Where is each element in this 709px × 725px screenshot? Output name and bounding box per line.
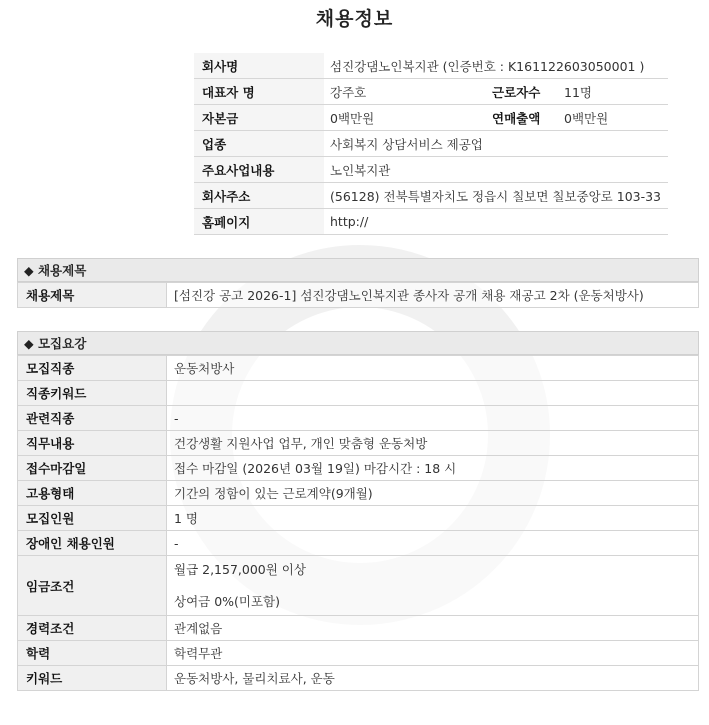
page-title: 채용정보 — [315, 8, 394, 30]
row-value: 관계없음 — [167, 616, 699, 641]
company-name-label: 회사명 — [194, 53, 324, 79]
job-title-section-header: ◆ 채용제목 — [17, 258, 699, 282]
row-label: 고용형태 — [18, 481, 167, 506]
address-value: (56128) 전북특별자치도 정읍시 칠보면 칠보중앙로 103-33 — [324, 183, 668, 209]
table-row — [18, 666, 699, 691]
row-value — [167, 381, 699, 406]
table-row — [18, 531, 699, 556]
industry-value: 사회복지 상담서비스 제공업 — [324, 131, 668, 157]
row-label: 장애인 채용인원 — [18, 531, 167, 556]
sales-value: 0백만원 — [558, 105, 668, 131]
table-row — [18, 431, 699, 456]
row-label: 경력조건 — [18, 616, 167, 641]
wage-line-bonus: 상여금 0%(미포함) — [174, 593, 281, 609]
table-row — [18, 406, 699, 431]
row-label: 모집인원 — [18, 506, 167, 531]
ceo-label: 대표자 명 — [194, 79, 324, 105]
recruit-section — [17, 331, 699, 691]
table-row — [18, 381, 699, 406]
row-value: 기간의 정함이 있는 근로계약(9개월) — [167, 481, 699, 506]
row-value: 운동처방사 — [167, 356, 699, 381]
row-label: 직무내용 — [18, 431, 167, 456]
table-row — [18, 456, 699, 481]
recruit-table — [17, 355, 699, 691]
table-row — [18, 356, 699, 381]
row-label: 관련직종 — [18, 406, 167, 431]
row-label: 접수마감일 — [18, 456, 167, 481]
address-label: 회사주소 — [194, 183, 324, 209]
row-label: 키워드 — [18, 666, 167, 691]
homepage-link[interactable]: http:// — [324, 209, 668, 235]
wage-line-salary: 월급 2,157,000원 이상 — [174, 561, 306, 577]
row-value: - — [167, 406, 699, 431]
workers-value: 11명 — [558, 79, 668, 105]
job-title-table — [17, 282, 699, 308]
row-value: - — [167, 531, 699, 556]
table-row — [18, 556, 699, 616]
wage-value — [167, 556, 699, 616]
table-row — [18, 616, 699, 641]
row-label: 모집직종 — [18, 356, 167, 381]
job-title-section — [17, 258, 699, 308]
row-value: 운동처방사, 물리치료사, 운동 — [167, 666, 699, 691]
capital-label: 자본금 — [194, 105, 324, 131]
row-value: 학력무관 — [167, 641, 699, 666]
table-row — [18, 641, 699, 666]
table-row — [18, 481, 699, 506]
row-label: 학력 — [18, 641, 167, 666]
workers-label: 근로자수 — [486, 79, 558, 105]
business-value: 노인복지관 — [324, 157, 668, 183]
job-title-value: [섬진강 공고 2026-1] 섬진강댐노인복지관 종사자 공개 채용 재공고 2차 (운동처방사) — [167, 283, 699, 308]
row-value: 1 명 — [167, 506, 699, 531]
row-value: 건강생활 지원사업 업무, 개인 맞춤형 운동처방 — [167, 431, 699, 456]
wage-label: 임금조건 — [18, 556, 167, 616]
row-label: 직종키워드 — [18, 381, 167, 406]
homepage-label: 홈페이지 — [194, 209, 324, 235]
ceo-value: 강주호 — [324, 79, 486, 105]
sales-label: 연매출액 — [486, 105, 558, 131]
row-value: 접수 마감일 (2026년 03월 19일) 마감시간 : 18 시 — [167, 456, 699, 481]
company-name-value: 섬진강댐노인복지관 (인증번호 : K161122603050001 ) — [324, 53, 668, 79]
industry-label: 업종 — [194, 131, 324, 157]
business-label: 주요사업내용 — [194, 157, 324, 183]
company-info-table — [194, 53, 668, 235]
recruit-section-header: ◆ 모집요강 — [17, 331, 699, 355]
capital-value: 0백만원 — [324, 105, 486, 131]
table-row — [18, 506, 699, 531]
job-title-label: 채용제목 — [18, 283, 167, 308]
